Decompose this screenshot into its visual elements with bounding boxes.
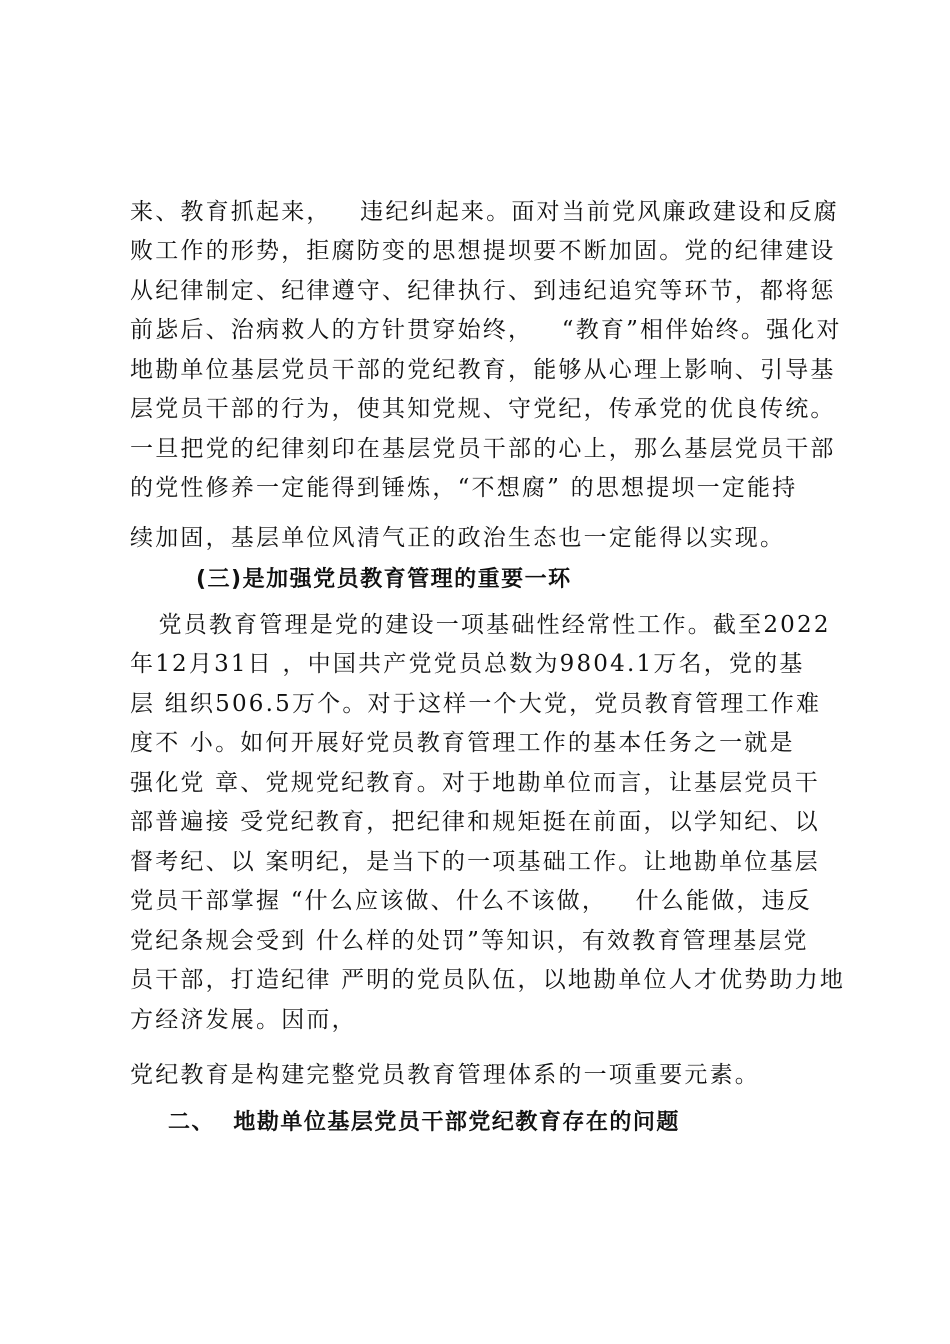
text-line: 一旦把党的纪律刻印在基层党员干部的心上，那么基层党员干部 xyxy=(130,436,836,462)
text-line: 从纪律制定、纪律遵守、纪律执行、到违纪追究等环节，都将惩 xyxy=(130,278,836,304)
text-line: 方经济发展。因而， xyxy=(130,1007,357,1033)
text-line: 层党员干部的行为，使其知党规、守党纪，传承党的优良传统。 xyxy=(130,396,836,422)
text-line: 部普遍接 受党纪教育，把纪律和规矩挺在前面，以学知纪、以 xyxy=(130,809,820,835)
section-heading: (三)是加强党员教育管理的重要一环 xyxy=(196,567,572,592)
text-line: 层 组织506.5万个。对于这样一个大党，党员教育管理工作难 xyxy=(130,691,822,717)
text-line: 强化党 章、党规党纪教育。对于地勘单位而言，让基层党员干 xyxy=(130,770,820,796)
text-line: 来、教育抓起来， 违纪纠起来。面对当前党风廉政建设和反腐 xyxy=(130,199,839,225)
text-line: 的党性修养一定能得到锤炼，“不想腐” 的思想提坝一定能持 xyxy=(130,475,798,501)
text-line: 地勘单位基层党员干部的党纪教育，能够从心理上影响、引导基 xyxy=(130,357,836,383)
text-line: 败工作的形势，拒腐防变的思想提坝要不断加固。党的纪律建设 xyxy=(130,238,836,264)
text-line: 党纪条规会受到 什么样的处罚”等知识，有效教育管理基层党 xyxy=(130,928,809,954)
text-line: 前毖后、治病救人的方针贯穿始终， “教育”相伴始终。强化对 xyxy=(130,317,842,343)
text-line: 续加固，基层单位风清气正的政治生态也一定能得以实现。 xyxy=(130,525,786,551)
text-line: 员干部，打造纪律 严明的党员队伍，以地勘单位人才优势助力地 xyxy=(130,967,846,993)
text-line: 度不 小。如何开展好党员教育管理工作的基本任务之一就是 xyxy=(130,730,795,756)
text-line: 党员干部掌握 “什么应该做、什么不该做， 什么能做，违反 xyxy=(130,888,813,914)
text-line: 督考纪、以 案明纪，是当下的一项基础工作。让地勘单位基层 xyxy=(130,849,820,875)
text-line: 党员教育管理是党的建设一项基础性经常性工作。截至2022 xyxy=(130,612,831,638)
text-line: 年12月31日 ，中国共产党党员总数为9804.1万名，党的基 xyxy=(130,651,805,677)
text-line: 党纪教育是构建完整党员教育管理体系的一项重要元素。 xyxy=(130,1062,760,1088)
section-heading: 二、 地勘单位基层党员干部党纪教育存在的问题 xyxy=(168,1110,680,1135)
